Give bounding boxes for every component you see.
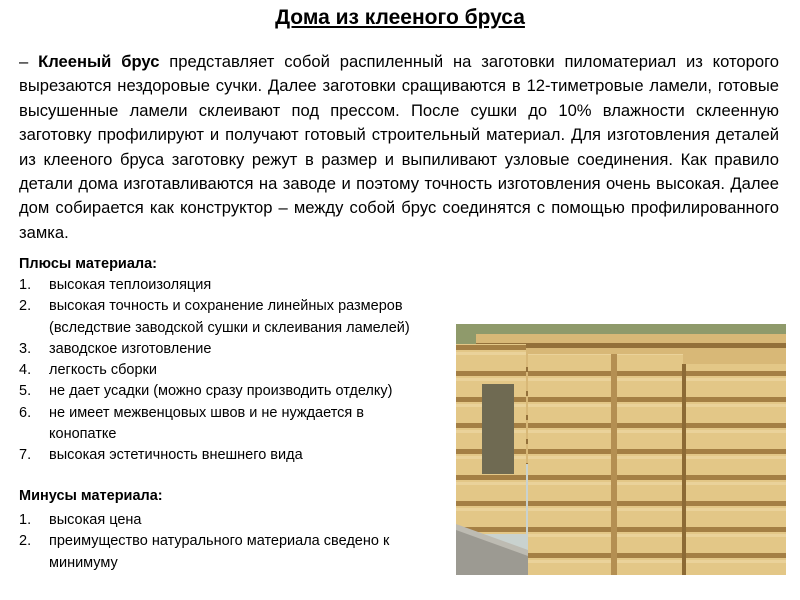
list-item (19, 296, 459, 339)
list-item-number: 3. (19, 340, 32, 357)
list-item (19, 275, 459, 296)
intro-dash: – (19, 52, 39, 71)
glued-timber-walls-illustration (456, 324, 786, 575)
list-item-number: 2. (19, 533, 32, 550)
list-item-number: 5. (19, 383, 32, 400)
list-item-text: высокая цена (49, 512, 142, 528)
intro-text: представляет собой распиленный на заготовки пиломатериал из которого вырезаются нездоровые сучки. Далее заготовки сращиваются в 12-тиметровые ламели, готовые высушенные ламели склеивают под прессом. После сушки до 10% влажности склеенную заготовку профилируют и получают готовый строительный материал. Для изготовления деталей из клееного бруса заготовку режут в размер и выпиливают узловые соединения. Как правило детали дома изготавливаются на заводе и поэтому точность изготовления очень высокая. Далее дом собирается как конструктор – между собой брус соединятся с помощью профилированного замка. (19, 52, 780, 242)
list-item (19, 339, 459, 360)
cons-heading: Минусы материала: (19, 488, 163, 504)
list-item-text: не дает усадки (можно сразу производить отделку) (49, 383, 393, 400)
list-item-text: легкость сборки (49, 362, 157, 379)
list-item (19, 510, 439, 531)
list-item-text: высокая теплоизоляция (49, 277, 212, 293)
list-item-number: 2. (19, 298, 32, 315)
intro-term: Клееный брус (38, 52, 160, 71)
list-item (19, 381, 459, 402)
list-item-number: 4. (19, 362, 32, 379)
glued-timber-house-photo (456, 324, 786, 575)
list-item-text: высокая эстетичность внешнего вида (49, 447, 303, 464)
list-item-number: 1. (19, 277, 32, 293)
list-item-number: 7. (19, 447, 32, 464)
list-item-number: 6. (19, 404, 32, 421)
page-title: Дома из клееного бруса (275, 6, 525, 29)
cons-list (19, 510, 439, 574)
list-item-text: преимущество натурального материала сведено к минимуму (49, 533, 390, 571)
list-item (19, 403, 419, 446)
list-item-number: 1. (19, 512, 32, 528)
list-item (19, 445, 459, 466)
list-item (19, 360, 459, 381)
list-item (19, 531, 439, 574)
list-item-text: заводское изготовление (49, 340, 212, 357)
list-item-text: не имеет межвенцовых швов и не нуждается в конопатке (49, 404, 365, 443)
pros-heading: Плюсы материала: (19, 256, 158, 272)
list-item-text: высокая точность и сохранение линейных размеров (вследствие заводской сушки и склеивания ламелей) (49, 298, 410, 336)
pros-list (19, 275, 459, 467)
intro-paragraph (19, 50, 779, 245)
